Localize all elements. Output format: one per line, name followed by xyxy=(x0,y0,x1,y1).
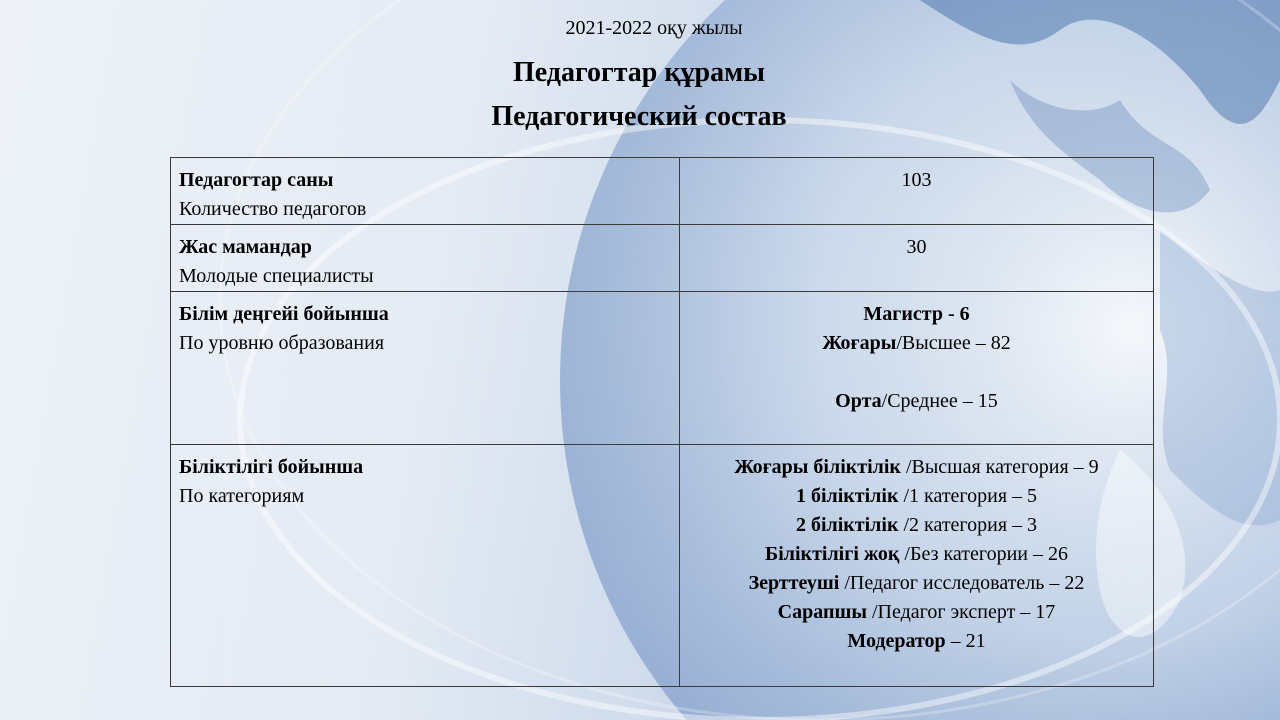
label-kz: Білім деңгейі бойынша xyxy=(179,303,389,325)
young-specialists-count: 30 xyxy=(906,236,927,258)
spacer xyxy=(684,358,1149,387)
staff-table xyxy=(170,157,1154,687)
category-item: 1 біліктілік /1 категория – 5 xyxy=(795,485,1038,507)
row-value-cell xyxy=(680,158,1154,225)
category-item: Сарапшы /Педагог эксперт – 17 xyxy=(777,601,1056,623)
academic-year: 2021-2022 оқу жылы xyxy=(565,17,743,39)
row-label-cell xyxy=(171,292,680,445)
row-value-cell xyxy=(680,225,1154,292)
table-row xyxy=(171,445,1154,687)
title-kazakh: Педагогтар құрамы xyxy=(512,57,766,88)
category-item: Жоғары біліктілік /Высшая категория – 9 xyxy=(734,456,1099,478)
education-item: Орта/Среднее – 15 xyxy=(835,390,998,412)
label-ru: По категориям xyxy=(179,485,305,507)
education-item: Магистр - 6 xyxy=(863,303,970,325)
table-row xyxy=(171,225,1154,292)
row-label-cell xyxy=(171,225,680,292)
category-item: 2 біліктілік /2 категория – 3 xyxy=(795,514,1038,536)
row-value-cell xyxy=(680,445,1154,687)
row-value-cell xyxy=(680,292,1154,445)
category-item: Модератор – 21 xyxy=(847,630,986,652)
education-item: Жоғары/Высшее – 82 xyxy=(822,332,1011,354)
label-kz: Жас мамандар xyxy=(179,236,312,258)
title-russian: Педагогический состав xyxy=(491,101,787,132)
category-item: Зерттеуші /Педагог исследователь – 22 xyxy=(748,572,1085,594)
label-ru: Молодые специалисты xyxy=(179,265,374,287)
label-kz: Педагогтар саны xyxy=(179,169,334,191)
category-item: Біліктілігі жоқ /Без категории – 26 xyxy=(765,543,1068,565)
label-ru: По уровню образования xyxy=(179,332,385,354)
row-label-cell xyxy=(171,445,680,687)
teacher-count: 103 xyxy=(901,169,932,191)
row-label-cell xyxy=(171,158,680,225)
label-kz: Біліктілігі бойынша xyxy=(179,456,364,478)
table-row xyxy=(171,292,1154,445)
label-ru: Количество педагогов xyxy=(179,198,367,220)
table-row xyxy=(171,158,1154,225)
